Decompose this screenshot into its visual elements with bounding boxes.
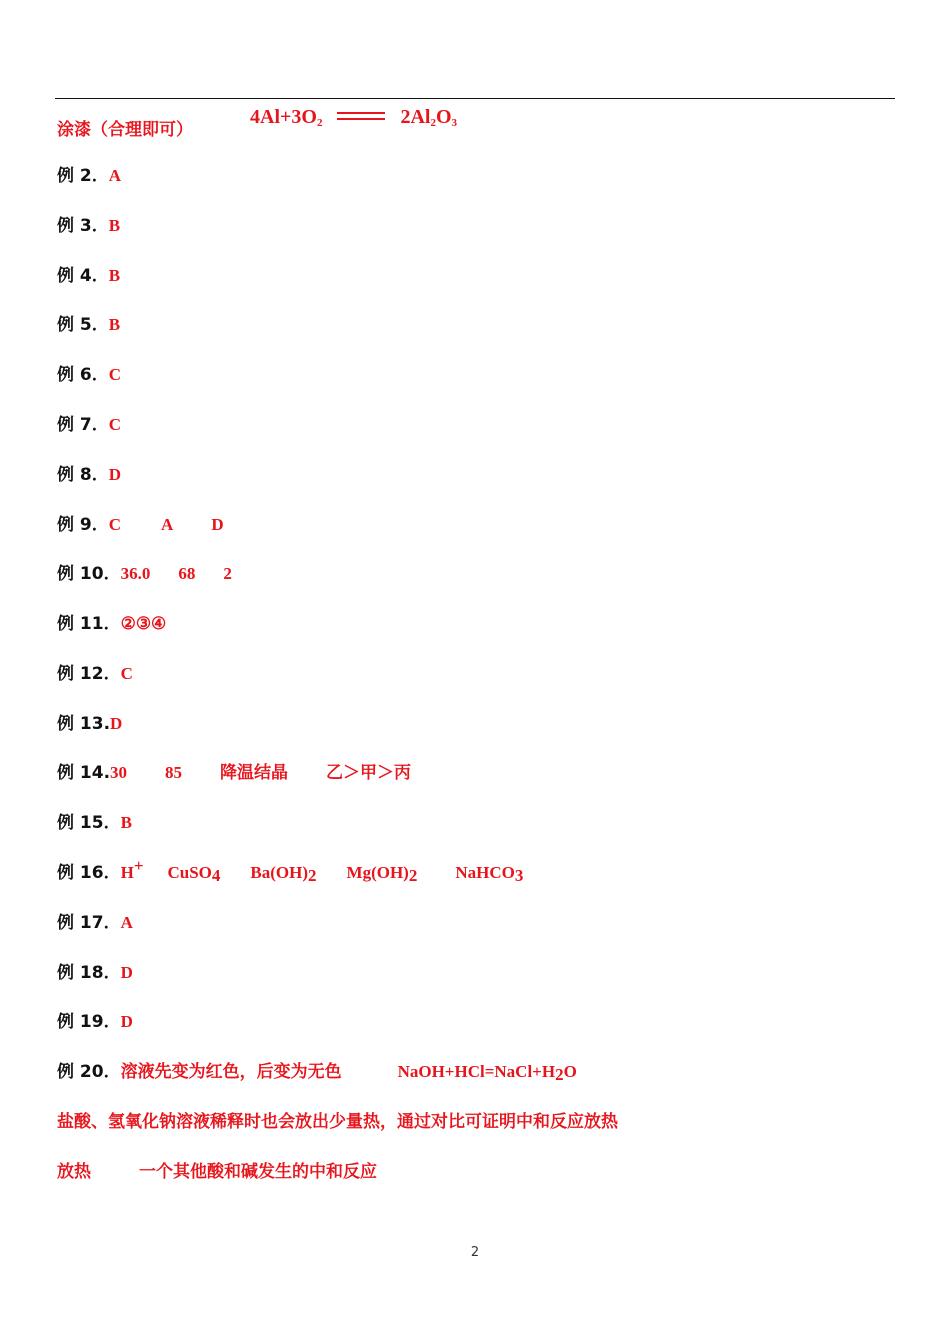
item-answer: D xyxy=(120,1012,133,1031)
item-ex6 xyxy=(57,360,121,390)
item-answer: CuSO xyxy=(167,863,212,882)
item-ex3 xyxy=(57,211,120,241)
item-answer: D xyxy=(120,963,133,982)
item-ex19 xyxy=(57,1007,133,1037)
item-ex5 xyxy=(57,310,120,340)
item-ex13 xyxy=(57,709,122,739)
item-answer: 溶液先变为红色，后变为无色 xyxy=(120,1062,342,1082)
item-ex14 xyxy=(57,758,411,788)
item-ex10 xyxy=(57,559,232,589)
item-ex11 xyxy=(57,609,166,639)
item-label: 例 16． xyxy=(57,863,121,883)
item-label: 例 4． xyxy=(57,266,109,286)
answer-line-after-2 xyxy=(57,1157,377,1187)
answer-text: 涂漆（合理即可） xyxy=(57,120,193,140)
item-label: 例 17． xyxy=(57,913,121,933)
item-answer: 2 xyxy=(223,564,232,583)
item-answer: C xyxy=(120,664,133,683)
item-answer: NaHCO xyxy=(455,863,515,882)
item-label: 例 6． xyxy=(57,365,109,385)
answer-line-1 xyxy=(57,115,193,145)
item-answer: A xyxy=(108,166,122,185)
item-label: 例 13. xyxy=(57,714,111,734)
item-ex2 xyxy=(57,161,121,191)
item-ex4 xyxy=(57,261,120,291)
item-answer: A xyxy=(161,515,174,534)
item-label: 例 10． xyxy=(57,564,121,584)
item-answer: B xyxy=(108,216,121,235)
item-ex12 xyxy=(57,659,133,689)
item-label: 例 12． xyxy=(57,664,121,684)
equals-bar xyxy=(337,112,385,120)
item-answer: D xyxy=(108,465,122,484)
answer-line-after-1 xyxy=(57,1107,618,1137)
item-answer: B xyxy=(120,813,132,832)
item-answer: NaOH+HCl=NaCl+H xyxy=(397,1062,556,1081)
item-label: 例 5． xyxy=(57,315,109,335)
item-answer: 36.0 xyxy=(120,564,151,583)
item-answer: C xyxy=(108,515,122,534)
item-answer: Ba(OH) xyxy=(250,863,309,882)
item-ex20: 例 20．溶液先变为红色，后变为无色 $NaOH+HCl=NaCl+H_2O$ xyxy=(57,1057,577,1087)
item-label: 例 3． xyxy=(57,216,109,236)
header-rule xyxy=(55,98,895,99)
item-answer: B xyxy=(108,315,121,334)
item-answer: D xyxy=(211,515,224,534)
item-ex9 xyxy=(57,510,224,540)
item-ex16: 例 16．H+ CuSO$_4$ $Ba(OH)_2$ $Mg(OH)_2$ NaHCO$_3$ xyxy=(57,858,523,888)
item-answer: C xyxy=(108,415,122,434)
item-answer: C xyxy=(108,365,122,384)
item-label: 例 2． xyxy=(57,166,109,186)
item-ex18 xyxy=(57,958,133,988)
item-ex15 xyxy=(57,808,132,838)
item-label: 例 7． xyxy=(57,415,109,435)
item-answer: ②③④ xyxy=(120,614,167,633)
item-label: 例 11． xyxy=(57,614,121,634)
chemical-equation: $4Al+3O_2$ $2Al_2O_3$ xyxy=(250,106,458,129)
item-answer: H xyxy=(120,863,134,882)
item-label: 例 8． xyxy=(57,465,109,485)
item-label: 例 20． xyxy=(57,1062,121,1082)
item-label: 例 15． xyxy=(57,813,121,833)
item-answer: A xyxy=(120,913,133,932)
answer-text: 放热 xyxy=(57,1162,91,1182)
item-answer: 68 xyxy=(178,564,196,583)
item-answer: D xyxy=(110,714,123,733)
answer-text: 盐酸、氢氧化钠溶液稀释时也会放出少量热，通过对比可证明中和反应放热 xyxy=(57,1112,618,1132)
item-label: 例 14. xyxy=(57,763,111,783)
page-number: 2 xyxy=(470,1245,480,1260)
item-answer: 降温结晶 xyxy=(220,763,289,783)
item-answer: 乙＞甲＞丙 xyxy=(326,763,412,783)
item-label: 例 18． xyxy=(57,963,121,983)
item-ex8 xyxy=(57,460,121,490)
item-answer: Mg(OH) xyxy=(346,863,409,882)
answer-text: 一个其他酸和碱发生的中和反应 xyxy=(139,1162,377,1182)
item-label: 例 19． xyxy=(57,1012,121,1032)
item-answer: 85 xyxy=(165,763,183,782)
item-ex17 xyxy=(57,908,133,938)
item-ex7 xyxy=(57,410,121,440)
item-answer: B xyxy=(108,266,121,285)
item-label: 例 9． xyxy=(57,515,109,535)
item-answer: 30 xyxy=(110,763,128,782)
